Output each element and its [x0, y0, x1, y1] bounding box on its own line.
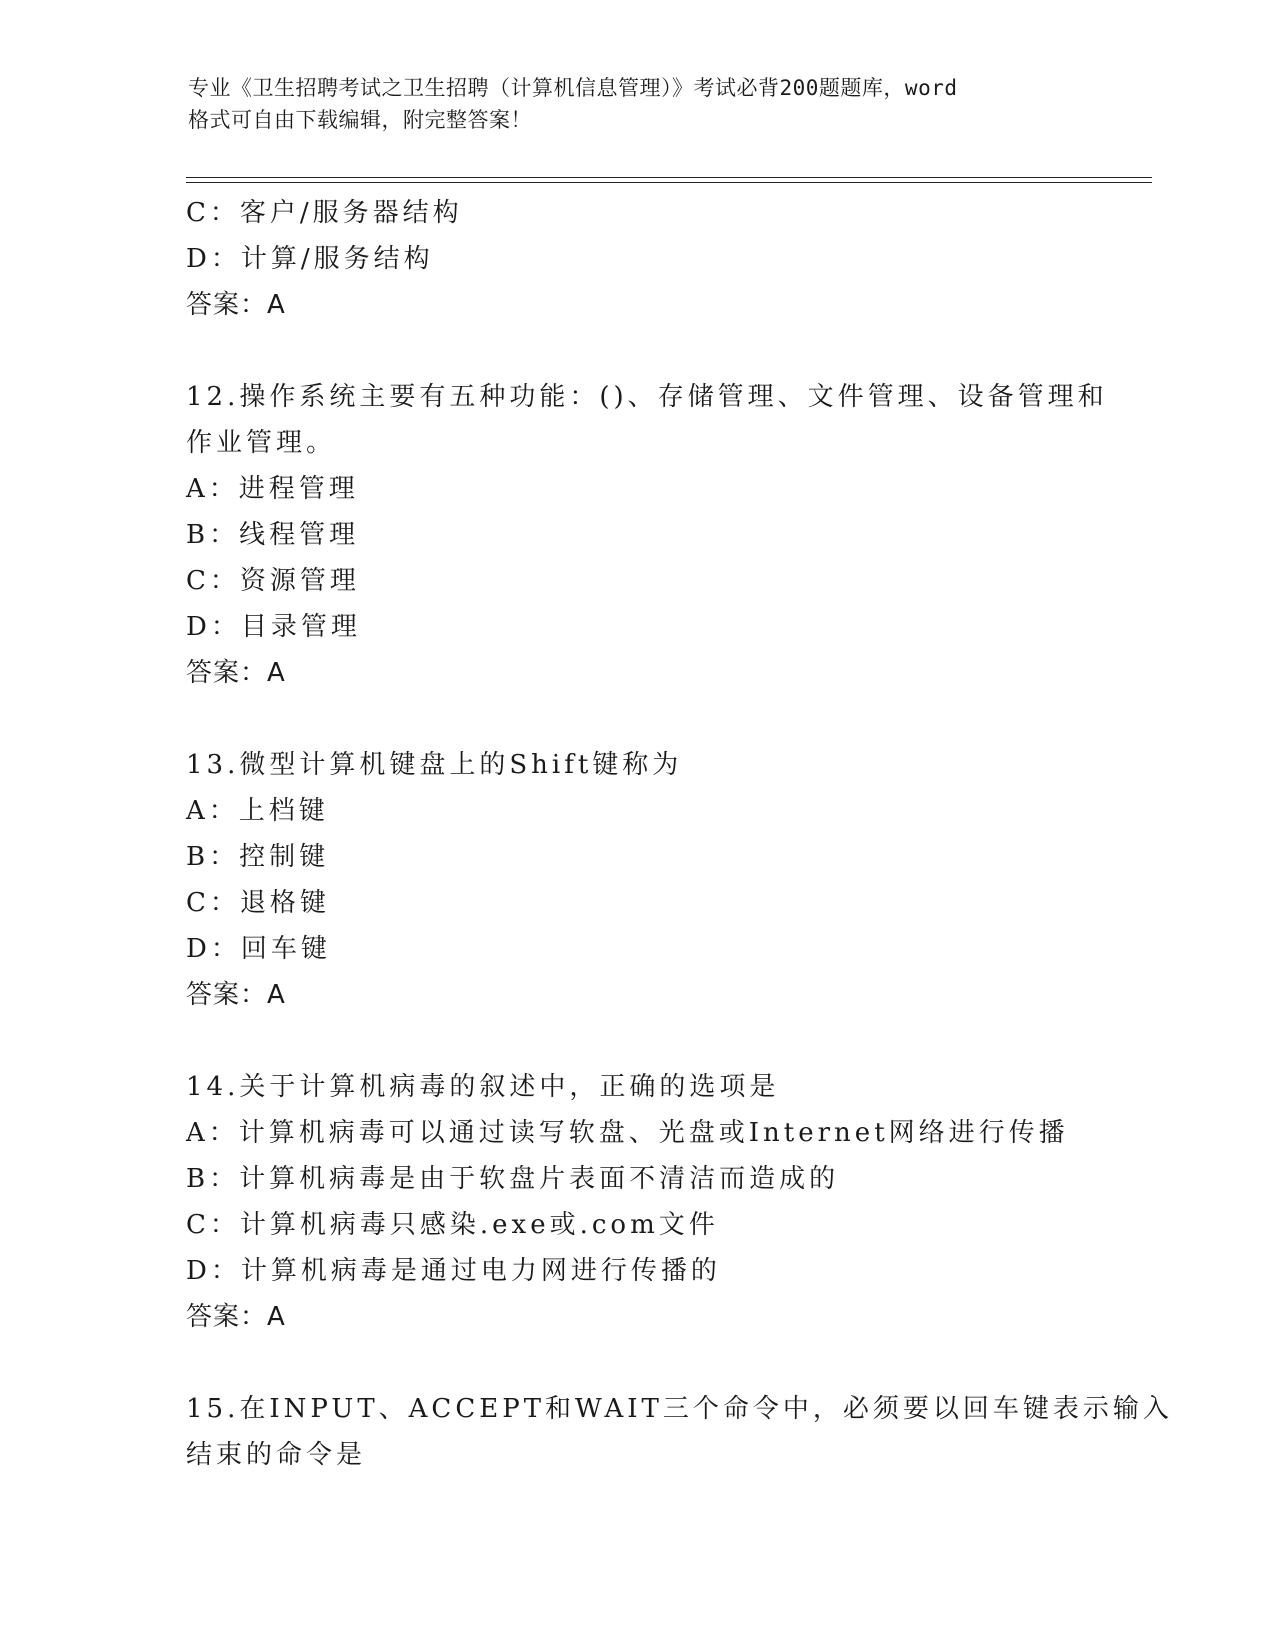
header-divider-bottom: [186, 182, 1152, 183]
question-text-continued: 作业管理。: [186, 428, 337, 458]
option-d: D：目录管理: [186, 612, 361, 642]
question-block-14: [186, 1064, 1126, 1340]
document-header: [188, 72, 1088, 136]
question-block-13: [186, 742, 1126, 1018]
header-title-line-2: 格式可自由下载编辑，附完整答案！: [188, 108, 532, 132]
header-title-line-1: 专业《卫生招聘考试之卫生招聘（计算机信息管理）》考试必背200题题库，word: [188, 76, 958, 100]
question-text-continued: 结束的命令是: [186, 1440, 367, 1470]
option-b: B：线程管理: [186, 520, 360, 550]
option-c: C：客户/服务器结构: [186, 198, 463, 228]
question-block-12: [186, 374, 1126, 696]
option-b: B：控制键: [186, 842, 330, 872]
spacer: [186, 1018, 1126, 1064]
answer-line: 答案：A: [186, 1302, 286, 1332]
question-text: 13.微型计算机键盘上的Shift键称为: [186, 750, 683, 780]
spacer: [186, 696, 1126, 742]
header-divider-top: [186, 177, 1152, 178]
option-d: D：计算/服务结构: [186, 244, 434, 274]
option-a: A：上档键: [186, 796, 329, 826]
option-c: C：资源管理: [186, 566, 360, 596]
answer-line: 答案：A: [186, 290, 286, 320]
question-block-15: [186, 1386, 1173, 1478]
answer-line: 答案：A: [186, 658, 286, 688]
option-b: B：计算机病毒是由于软盘片表面不清洁而造成的: [186, 1164, 840, 1194]
option-a: A：进程管理: [186, 474, 359, 504]
option-c: C：退格键: [186, 888, 330, 918]
question-list: [186, 190, 1173, 1478]
question-block-11: [186, 190, 1126, 328]
option-c: C：计算机病毒只感染.exe或.com文件: [186, 1210, 719, 1240]
option-d: D：计算机病毒是通过电力网进行传播的: [186, 1256, 721, 1286]
question-text: 12.操作系统主要有五种功能：()、存储管理、文件管理、设备管理和: [186, 382, 1108, 412]
question-text: 15.在INPUT、ACCEPT和WAIT三个命令中，必须要以回车键表示输入: [186, 1394, 1173, 1424]
question-text: 14.关于计算机病毒的叙述中，正确的选项是: [186, 1072, 780, 1102]
option-a: A：计算机病毒可以通过读写软盘、光盘或Internet网络进行传播: [186, 1118, 1069, 1148]
option-d: D：回车键: [186, 934, 331, 964]
answer-line: 答案：A: [186, 980, 286, 1010]
spacer: [186, 1340, 1126, 1386]
spacer: [186, 328, 1126, 374]
